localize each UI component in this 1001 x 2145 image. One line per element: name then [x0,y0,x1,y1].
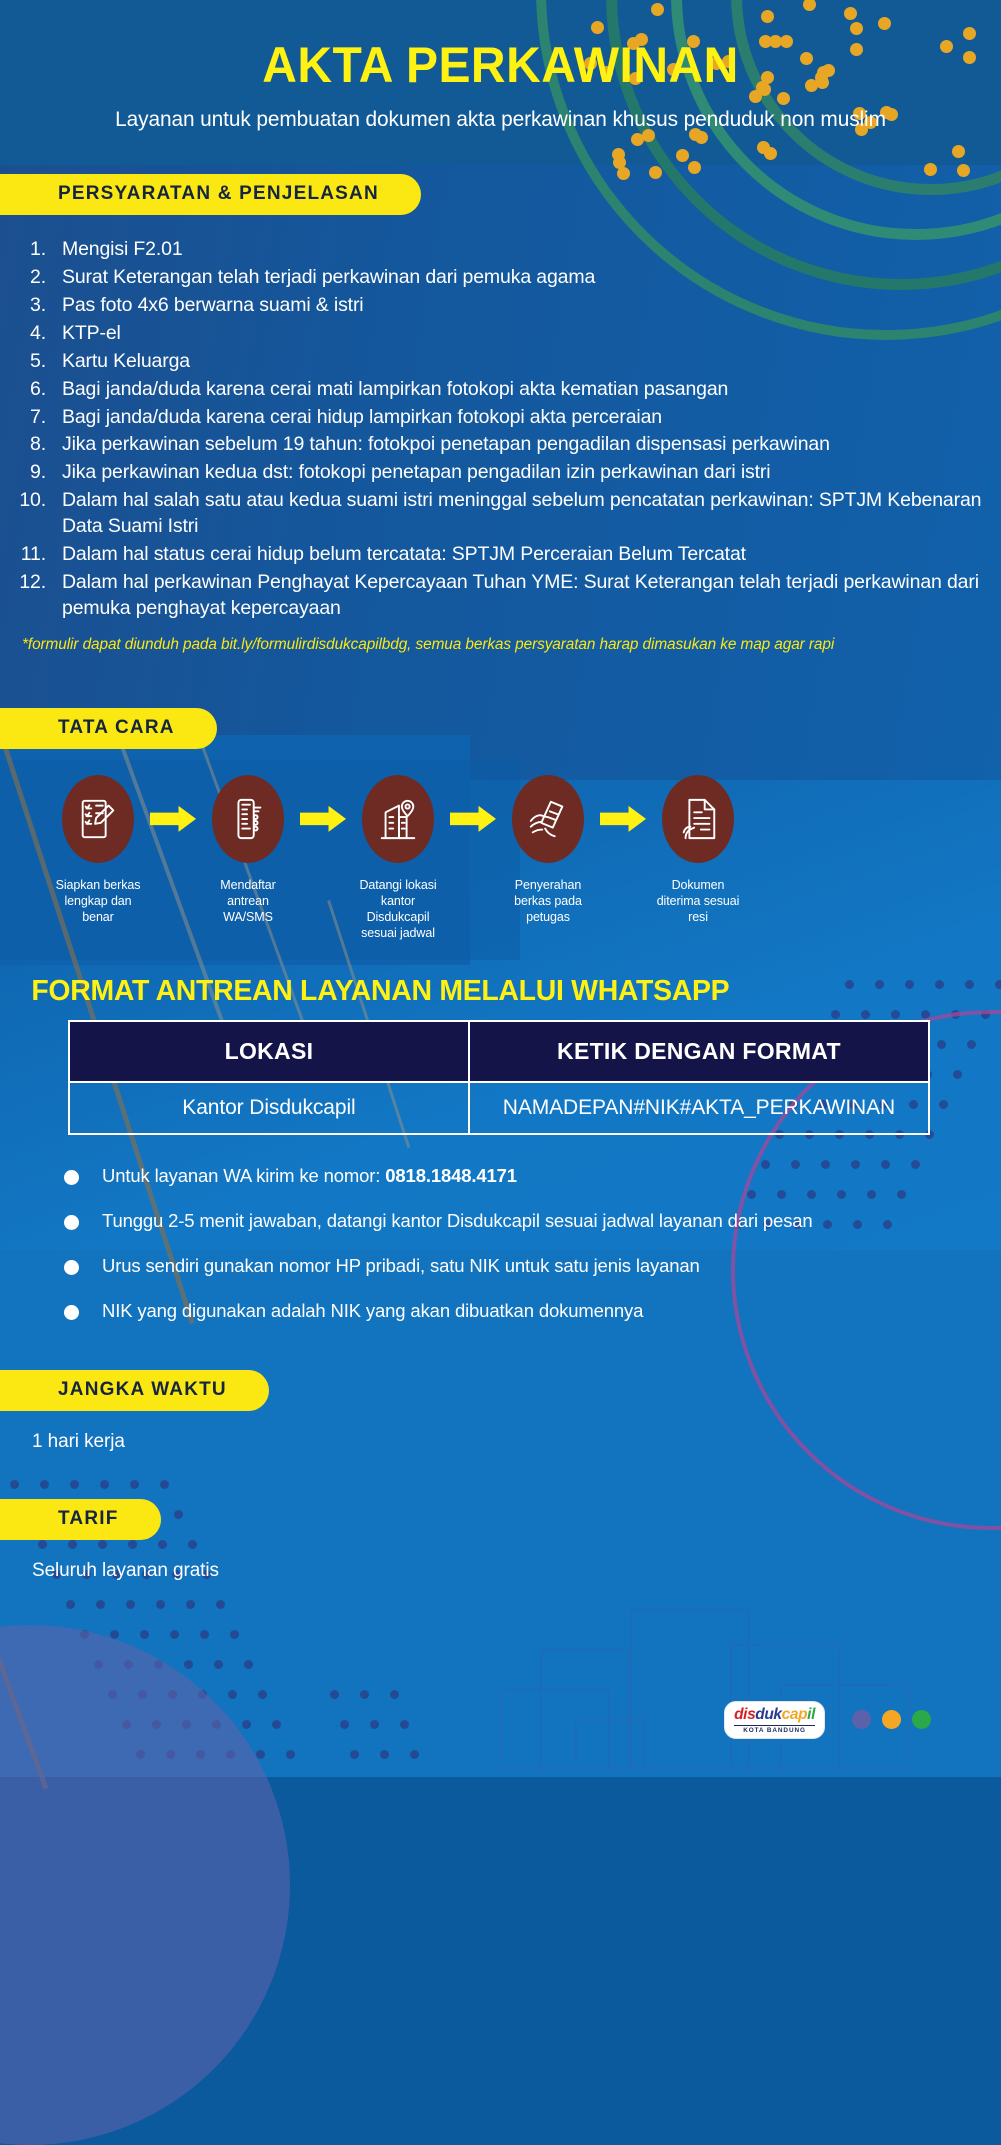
procedure-step [352,775,444,941]
navy-dot [216,1600,225,1609]
requirement-text: Dalam hal salah satu atau kedua suami istri meninggal sebelum pencatatan perkawinan: SPTJM Kebenaran Data Suami Istri [62,489,982,538]
requirements-list [0,237,1001,622]
step-arrow [144,775,202,863]
building-outline [575,1719,645,1769]
requirement-item [0,460,1001,486]
procedure-step [652,775,744,925]
requirement-item [0,377,1001,403]
list-item-highlight: 0818.1848.4171 [385,1164,517,1186]
office-building-location-pin-icon [376,794,420,844]
list-item-text: Untuk layanan WA kirim ke nomor: [102,1164,386,1186]
list-item [60,1210,1001,1232]
whatsapp-format-table [68,1020,930,1135]
navy-dot [186,1600,195,1609]
requirement-item [0,570,1001,622]
navy-dot [380,1750,389,1759]
step-icon-circle [362,775,434,863]
section-tab-persyaratan [0,174,421,215]
procedure-steps [0,775,1001,941]
section-tab-jangka-waktu [0,1370,269,1411]
list-item-text: Tunggu 2-5 menit jawaban, datangi kantor Disdukcapil sesuai jadwal layanan dari pesan [102,1209,813,1231]
navy-dot [286,1750,295,1759]
requirement-number: 7. [30,405,46,428]
arrow-right-icon [150,806,196,832]
step-arrow [294,775,352,863]
bullet-dot-icon [64,1305,79,1320]
requirement-text: Dalam hal perkawinan Penghayat Kepercayaan Tuhan YME: Surat Keterangan telah terjadi perkawinan dari pemuka penghayat kepercayaan [62,571,979,619]
navy-dot [340,1720,349,1729]
page-title: AKTA PERKAWINAN [262,37,739,93]
navy-dot [140,1630,149,1639]
requirement-number: 2. [30,265,46,288]
requirements-note: *formulir dapat diunduh pada bit.ly/formulirdisdukcapilbdg, semua berkas persyaratan harap dimasukan ke map agar rapi [22,635,835,653]
requirement-text: Kartu Keluarga [62,349,190,372]
step-caption: Datangi lokasi kantor Disdukcapil sesuai jadwal [359,877,437,940]
requirement-item [0,488,1001,540]
navy-dot [170,1630,179,1639]
navy-dot [390,1690,399,1699]
requirement-item [0,405,1001,431]
table-header-row [69,1021,929,1082]
requirement-text: Surat Keterangan telah terjadi perkawinan dari pemuka agama [62,265,596,288]
logo-part-4: il [807,1706,815,1724]
requirement-number: 10. [19,489,46,512]
table-header-format: KETIK DENGAN FORMAT [469,1021,929,1082]
requirement-item [0,542,1001,568]
section-tab-tarif [0,1499,161,1540]
logo-part-1: dis [734,1706,756,1724]
list-item-text: Urus sendiri gunakan nomor HP pribadi, satu NIK untuk satu jenis layanan [102,1254,700,1276]
step-icon-circle [662,775,734,863]
procedure-step [52,775,144,925]
step-arrow [444,775,502,863]
navy-dot [242,1720,251,1729]
requirement-text: Bagi janda/duda karena cerai hidup lampirkan fotokopi akta perceraian [62,405,662,428]
navy-dot [350,1750,359,1759]
navy-dot [126,1600,135,1609]
step-caption: Mendaftar antrean WA/SMS [220,877,276,924]
navy-dot [330,1690,339,1699]
requirement-text: Bagi janda/duda karena cerai mati lampirkan fotokopi akta kematian pasangan [62,377,729,400]
requirement-item [0,321,1001,347]
page-subtitle: Layanan untuk pembuatan dokumen akta perkawinan khusus penduduk non muslim [115,107,886,131]
requirement-number: 12. [19,571,46,594]
tarif-value: Seluruh layanan gratis [32,1559,219,1581]
checklist-document-pen-icon [76,794,120,844]
step-caption: Dokumen diterima sesuai resi [656,877,740,924]
requirement-item [0,237,1001,263]
step-caption: Siapkan berkas lengkap dan benar [55,877,141,924]
navy-dot [156,1600,165,1609]
navy-dot [410,1750,419,1759]
navy-dot [228,1690,237,1699]
step-icon-circle [512,775,584,863]
procedure-step [202,775,294,925]
requirement-item [0,293,1001,319]
logo-wordmark [734,1707,815,1723]
table-row [69,1082,929,1134]
section-tab-jangka-waktu-label: JANGKA WAKTU [58,1378,227,1400]
bullet-dot-icon [64,1260,79,1275]
arrow-right-icon [300,806,346,832]
table-header-lokasi: LOKASI [69,1021,469,1082]
navy-dot [200,1630,209,1639]
requirement-item [0,265,1001,291]
requirement-text: Mengisi F2.01 [62,238,183,260]
navy-dot [360,1690,369,1699]
requirement-number: 8. [30,433,46,456]
requirement-number: 9. [30,461,46,484]
requirement-text: Dalam hal status cerai hidup belum tercatata: SPTJM Perceraian Belum Tercatat [62,543,746,566]
list-item [60,1255,1001,1277]
requirement-number: 6. [30,377,46,400]
navy-dot [214,1660,223,1669]
navy-dot [66,1600,75,1609]
bullet-dot-icon [64,1215,79,1230]
footer-dot-3 [912,1710,931,1729]
procedure-step [502,775,594,925]
requirement-text: Jika perkawinan kedua dst: fotokopi penetapan pengadilan izin perkawinan dari istri [62,461,771,484]
list-item-text: NIK yang digunakan adalah NIK yang akan dibuatkan dokumennya [102,1299,644,1321]
footer-dot-1 [852,1710,871,1729]
document-receipt-hand-icon [676,794,720,844]
navy-dot [272,1720,281,1729]
step-icon-circle [212,775,284,863]
section-tab-tata-cara [0,708,217,749]
requirement-text: KTP-el [62,321,121,344]
requirement-number: 5. [30,349,46,372]
whatsapp-info-list [0,1165,1001,1322]
table-cell-lokasi: Kantor Disdukcapil [69,1082,469,1134]
navy-dot [96,1600,105,1609]
hand-holding-phone-icon [226,794,270,844]
arrow-right-icon [600,806,646,832]
hands-exchange-document-icon [526,794,570,844]
requirement-item [0,432,1001,458]
requirement-number: 11. [20,543,46,566]
jangka-waktu-value: 1 hari kerja [32,1430,125,1452]
arrow-right-icon [450,806,496,832]
navy-dot [184,1660,193,1669]
footer-dot-decoration [852,1710,931,1729]
section-tab-tarif-label: TARIF [58,1507,119,1529]
table-cell-format: NAMADEPAN#NIK#AKTA_PERKAWINAN [469,1082,929,1134]
section-tab-tata-cara-label: TATA CARA [58,716,175,738]
building-lineart-decoration [480,1589,940,1769]
step-icon-circle [62,775,134,863]
list-item [60,1165,1001,1187]
requirement-number: 3. [30,293,46,316]
step-arrow [594,775,652,863]
navy-dot [256,1750,265,1759]
navy-dot [258,1690,267,1699]
requirement-text: Jika perkawinan sebelum 19 tahun: fotokpoi penetapan pengadilan dispensasi perkawinan [62,433,830,456]
bullet-dot-icon [64,1170,79,1185]
logo-part-3: cap [781,1706,808,1724]
navy-dot [370,1720,379,1729]
step-caption: Penyerahan berkas pada petugas [514,877,582,924]
whatsapp-section-title: FORMAT ANTREAN LAYANAN MELALUI WHATSAPP [31,974,730,1007]
list-item [60,1300,1001,1322]
navy-dot [230,1630,239,1639]
footer-dot-2 [882,1710,901,1729]
requirement-number: 1. [30,238,46,260]
logo-subtitle: KOTA BANDUNG [734,1725,815,1734]
logo-part-2: duk [755,1706,782,1724]
navy-dot [244,1660,253,1669]
requirement-text: Pas foto 4x6 berwarna suami & istri [62,293,364,316]
section-tab-persyaratan-label: PERSYARATAN & PENJELASAN [58,183,379,204]
navy-dot [400,1720,409,1729]
disdukcapil-logo [724,1701,825,1739]
requirement-item [0,349,1001,375]
requirement-number: 4. [30,321,46,344]
